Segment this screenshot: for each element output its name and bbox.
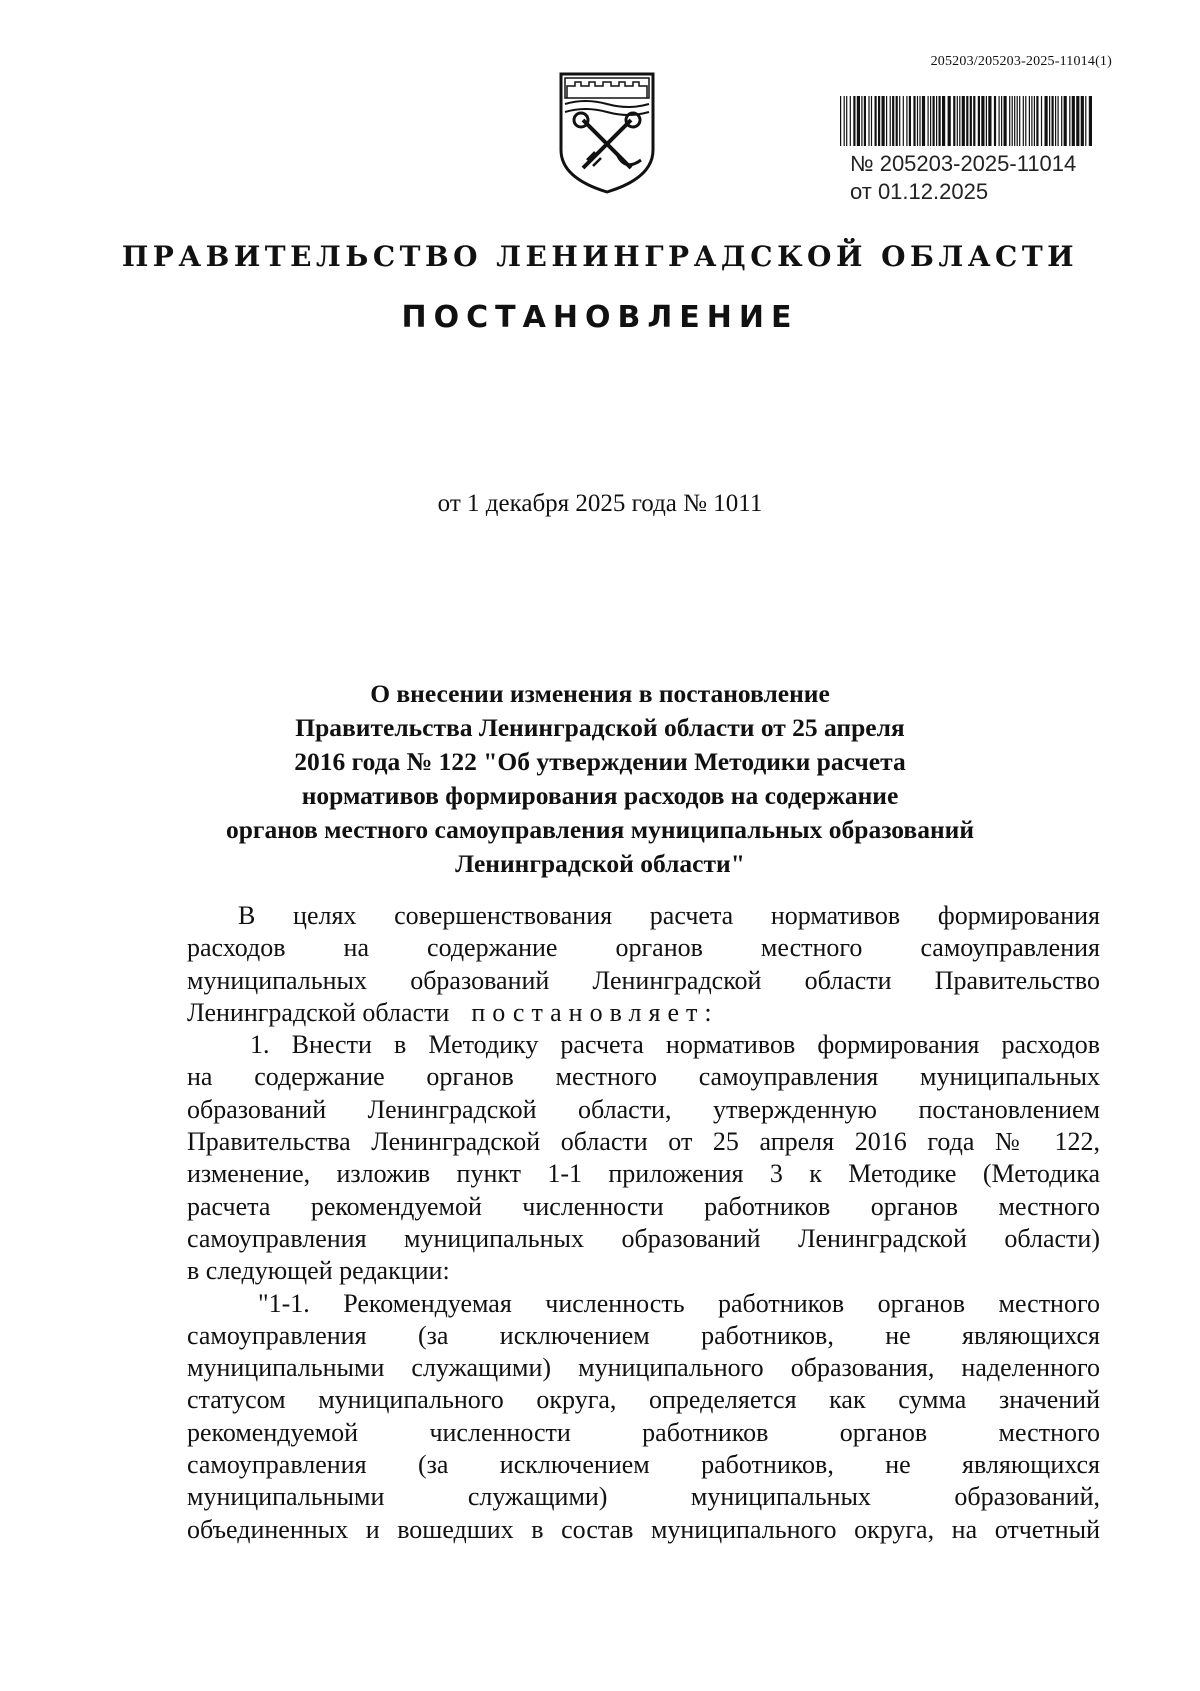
barcode-bar	[875, 96, 877, 146]
barcode-bar	[864, 96, 866, 146]
barcode-bar	[1049, 96, 1050, 146]
barcode-bar	[936, 96, 937, 146]
paragraph-line: Правительства Ленинградской области от 25 апреля 2016 года № 122,	[187, 1127, 1100, 1157]
barcode-bar	[957, 96, 958, 146]
barcode-bar	[857, 96, 860, 146]
barcode-bar	[1034, 96, 1035, 146]
paragraph-line: изменение, изложив пункт 1-1 приложения 3 к Методике (Методика	[187, 1159, 1100, 1189]
paragraph-line: самоуправления муниципальных образований Ленинградской области)	[187, 1223, 1100, 1253]
barcode-bar	[913, 96, 915, 146]
paragraph-line: статусом муниципального округа, определяется как сумма значений	[187, 1385, 1100, 1415]
barcode-bar	[986, 96, 987, 146]
barcode-bar	[853, 96, 855, 146]
paragraph-line: муниципальными служащими) муниципальных образований,	[187, 1482, 1100, 1512]
paragraph-line: рекомендуемой численности работников органов местного	[187, 1417, 1100, 1447]
heading-line: 2016 года № 122 "Об утверждении Методики расчета	[294, 747, 906, 776]
government-title: ПРАВИТЕЛЬСТВО ЛЕНИНГРАДСКОЙ ОБЛАСТИ	[121, 240, 1079, 273]
barcode-bar	[953, 96, 955, 146]
barcode-bar	[861, 96, 862, 146]
barcode-bar	[1014, 96, 1015, 146]
barcode-bar	[917, 96, 918, 146]
barcode-bar	[981, 96, 984, 146]
paragraph-text: Ленинградской области	[187, 997, 450, 1027]
document-type: ПОСТАНОВЛЕНИЕ	[401, 300, 799, 335]
paragraph-line: самоуправления (за исключением работников, не являющихся	[187, 1450, 1100, 1480]
paragraph-line: образований Ленинградской области, утвержденную постановлением	[187, 1094, 1100, 1124]
heading-line: нормативов формирования расходов на содержание	[301, 781, 899, 810]
barcode-bar	[850, 96, 851, 146]
barcode-bar	[1001, 96, 1002, 146]
barcode-bar	[922, 96, 925, 146]
document-heading	[200, 677, 1000, 881]
registration-number: № 205203-2025-11014	[850, 151, 1077, 176]
barcode-bar	[1029, 96, 1030, 146]
barcode-bar	[1023, 96, 1024, 146]
document-body	[187, 900, 1100, 1546]
paragraph-line: объединенных и вошедших в состав муниципального округа, на отчетный	[187, 1514, 1100, 1544]
barcode-bar	[1085, 96, 1086, 146]
paragraph-line: расходов на содержание органов местного самоуправления	[187, 933, 1100, 963]
barcode-bar	[868, 96, 869, 146]
resolves-word: постановляет:	[471, 997, 719, 1027]
barcode-bar	[1072, 96, 1075, 146]
barcode-bar	[890, 96, 891, 146]
barcode-bar	[882, 96, 885, 146]
barcode-bar	[846, 96, 847, 146]
barcode-bar	[899, 96, 900, 146]
heading-line: органов местного самоуправления муниципальных образований	[225, 815, 975, 844]
barcode-bar	[903, 96, 904, 146]
barcode-bar	[896, 96, 898, 146]
paragraph-line: В целях совершенствования расчета нормативов формирования	[238, 901, 1100, 930]
barcode-bar	[966, 96, 968, 146]
barcode-bar	[871, 96, 872, 146]
barcode-bar	[840, 96, 841, 146]
barcode-bar	[1052, 96, 1054, 146]
barcode-bar	[959, 96, 960, 146]
barcode-bar	[1069, 96, 1070, 146]
paragraph-line: на содержание органов местного самоуправления муниципальных	[187, 1062, 1100, 1092]
paragraph-line: муниципальных образований Ленинградской области Правительство	[187, 965, 1100, 995]
barcode-bar	[1076, 96, 1079, 146]
paragraph-line: "1-1. Рекомендуемая численность работников органов местного	[258, 1288, 1100, 1318]
barcode-bar	[919, 96, 920, 146]
barcode-bar	[878, 96, 880, 146]
barcode-bar	[933, 96, 935, 146]
barcode-bar	[942, 96, 945, 146]
paragraph-line: самоуправления (за исключением работников, не являющихся	[187, 1320, 1100, 1350]
paragraph-line: в следующей редакции:	[187, 1256, 450, 1286]
barcode-bar	[1045, 96, 1048, 146]
barcode-bar	[892, 96, 894, 146]
barcode-bar	[930, 96, 931, 146]
barcode-bar	[1019, 96, 1020, 146]
barcode-bar	[970, 96, 972, 146]
barcode-bar	[886, 96, 887, 146]
barcode-bar	[1012, 96, 1013, 146]
barcode-bar	[948, 96, 951, 146]
document-date-number: от 1 декабря 2025 года № 1011	[437, 490, 763, 517]
barcode-bar	[1041, 96, 1042, 146]
barcode-bar	[978, 96, 980, 146]
barcode-bar	[909, 96, 911, 146]
barcode-bar	[999, 96, 1000, 146]
barcode-bar	[906, 96, 907, 146]
barcode-bar	[928, 96, 929, 146]
paragraph-line	[187, 997, 1100, 1029]
barcode-bar	[1064, 96, 1067, 146]
paragraph-line: муниципальными служащими) муниципального образования, наделенного	[187, 1353, 1100, 1383]
registration-block	[850, 150, 1076, 206]
barcode-bar	[1061, 96, 1062, 146]
barcode-bar	[939, 96, 941, 146]
barcode-bar	[1031, 96, 1032, 146]
barcode-bar	[1009, 96, 1010, 146]
barcode-bar	[1081, 96, 1084, 146]
paragraph-line: 1. Внести в Методику расчета нормативов формирования расходов	[250, 1030, 1100, 1060]
barcode-bar	[973, 96, 975, 146]
barcode-bar	[1004, 96, 1007, 146]
heading-line: О внесении изменения в постановление	[370, 679, 830, 708]
barcode-bar	[1036, 96, 1038, 146]
paragraph-line: расчета рекомендуемой численности работников органов местного	[187, 1191, 1100, 1221]
barcode-bar	[1017, 96, 1018, 146]
heading-line: Правительства Ленинградской области от 25 апреля	[295, 713, 905, 742]
document-barcode	[838, 96, 1094, 146]
heading-line: Ленинградской области"	[455, 849, 745, 878]
barcode-bar	[962, 96, 965, 146]
document-reference-number: 205203/205203-2025-11014(1)	[930, 54, 1112, 69]
barcode-bar	[1055, 96, 1056, 146]
barcode-bar	[988, 96, 991, 146]
barcode-bar	[994, 96, 996, 146]
barcode-bar	[1089, 96, 1092, 146]
registration-date: от 01.12.2025	[850, 179, 989, 204]
coat-of-arms-emblem	[555, 64, 659, 196]
barcode-bar	[844, 96, 845, 146]
barcode-bar	[1025, 96, 1026, 146]
barcode-bar	[1058, 96, 1059, 146]
